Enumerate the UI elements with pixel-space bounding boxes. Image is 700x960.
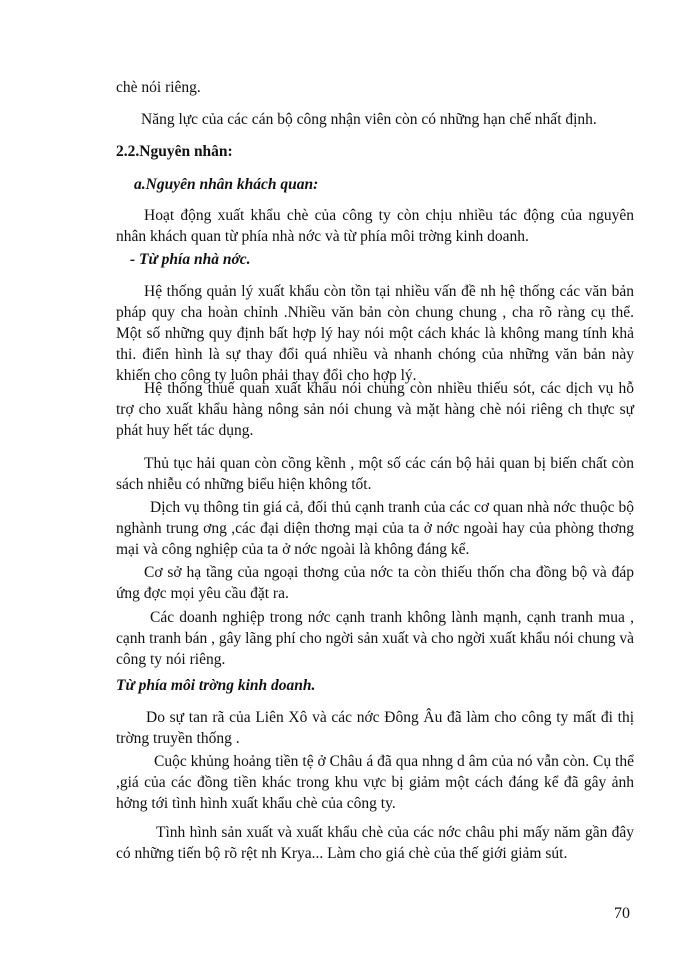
subheading-from-business-env: Từ phía môi trờng kinh doanh.: [116, 677, 316, 694]
paragraph-state-6: Các doanh nghiệp trong nớc cạnh tranh không lành mạnh, cạnh tranh mua , cạnh tranh bán , gây lãng phí cho ngời sản xuất và cho ngời xuất khẩu nói chung và công ty nói riêng.: [116, 609, 634, 668]
capacity-line: Năng lực của các cán bộ công nhận viên còn có những hạn chế nhất định.: [141, 111, 597, 128]
paragraph-state-3: Thủ tục hải quan còn cồng kềnh , một số các cán bộ hải quan bị biến chất còn sách nhiễu có những biểu hiện không tốt.: [116, 455, 634, 493]
paragraph-env-2: Cuộc khủng hoảng tiền tệ ở Châu á đã qua nhng d âm của nó vẫn còn. Cụ thể ,giá của các đồng tiền khác trong khu vực bị giảm một cách đáng kể đã gây ảnh hởng tới tình hình xuất khẩu chè của công ty.: [116, 753, 634, 812]
subheading-from-state: - Từ phía nhà nớc.: [130, 251, 251, 268]
paragraph-state-5: Cơ sở hạ tầng của ngoại thơng của nớc ta còn thiếu thốn cha đồng bộ và đáp ứng đợc mọi yêu cầu đặt ra.: [116, 564, 634, 602]
page-number: 70: [614, 905, 630, 922]
paragraph-state-1: Hệ thống quản lý xuất khẩu còn tồn tại nhiều vấn đề nh hệ thống các văn bản pháp quy cha hoàn chỉnh .Nhiều văn bản còn chung chung , cha rõ ràng cụ thể. Một số những quy định bất hợp lý hay nói một cách khác là không mang tính khả thi. điển hình là sự thay đổi quá nhiều và nhanh chóng của những văn bản này khiến cho công ty luôn phải thay đổi cho hợp lý.: [116, 283, 634, 384]
paragraph-env-1: Do sự tan rã của Liên Xô và các nớc Đông Âu đã làm cho công ty mất đi thị trờng truyền thống .: [116, 709, 634, 747]
paragraph-state-2: Hệ thống thuế quan xuất khẩu nói chung còn nhiều thiếu sót, các dịch vụ hỗ trợ cho xuất khẩu hàng nông sản nói chung và mặt hàng chè nói riêng ch thực sự phát huy hết tác dụng.: [116, 380, 634, 439]
subheading-objective-causes: a.Nguyên nhân khách quan:: [134, 176, 319, 193]
paragraph-intro: Hoạt động xuất khẩu chè của công ty còn chịu nhiều tác động của nguyên nhân khách quan từ phía nhà nớc và từ phía môi trờng kinh doanh.: [116, 207, 634, 245]
section-heading-2-2: 2.2.Nguyên nhân:: [116, 143, 233, 160]
paragraph-env-3: Tình hình sản xuất và xuất khẩu chè của các nớc châu phi mấy năm gần đây có những tiến bộ rõ rệt nh Krya... Làm cho giá chè của thế giới giảm sút.: [116, 824, 634, 862]
continuation-line: chè nói riêng.: [116, 79, 201, 96]
paragraph-state-4: Dịch vụ thông tin giá cả, đối thủ cạnh tranh của các cơ quan nhà nớc thuộc bộ nghành trung ơng ,các đại diện thơng mại của ta ở nớc ngoài hay của phòng thơng mại và công nghiệp của ta ở nớc ngoài là không đáng kể.: [116, 499, 634, 558]
